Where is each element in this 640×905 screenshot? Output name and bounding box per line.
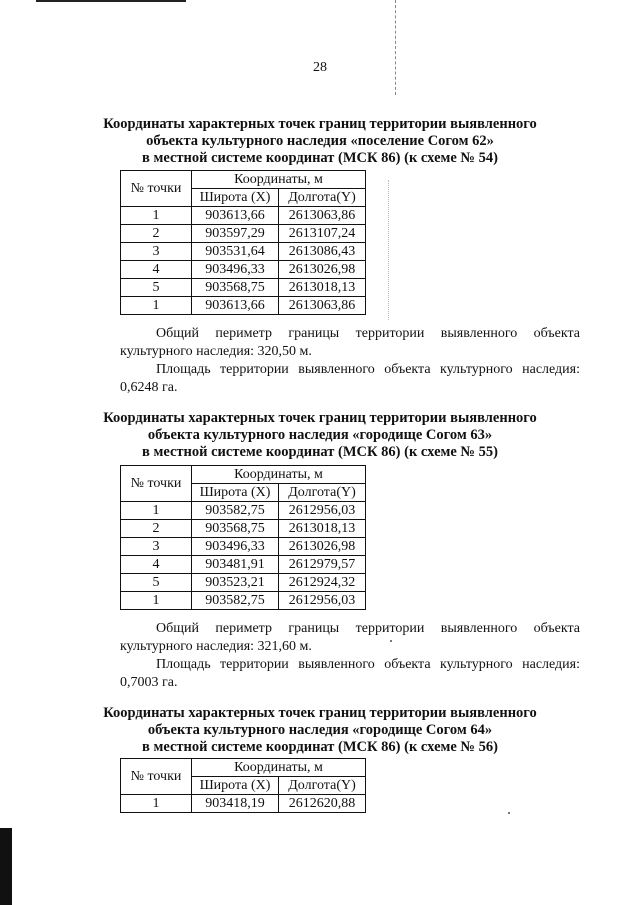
header-coords: Координаты, м: [192, 171, 366, 189]
cell-lon: 2612620,88: [279, 795, 366, 813]
cell-point: 3: [121, 538, 192, 556]
scan-artifact-line: [388, 180, 390, 320]
table-row: [121, 279, 366, 297]
cell-lat: 903613,66: [192, 297, 279, 315]
cell-lon: 2613063,86: [279, 297, 366, 315]
heading-line: объекта культурного наследия «поселение Согом 62»: [146, 133, 494, 149]
scan-edge-line: [36, 0, 186, 2]
heading-line: Координаты характерных точек границ территории выявленного: [103, 410, 537, 426]
scan-edge-bar: [0, 828, 12, 905]
cell-lat: 903582,75: [192, 502, 279, 520]
cell-lon: 2612956,03: [279, 592, 366, 610]
table-row: [121, 243, 366, 261]
perimeter-paragraph-1: [120, 325, 580, 397]
cell-lat: 903523,21: [192, 574, 279, 592]
header-point: № точки: [121, 759, 192, 795]
cell-lon: 2612979,57: [279, 556, 366, 574]
section-heading-3: [0, 705, 640, 756]
page-number: 28: [313, 60, 327, 75]
cell-lon: 2613063,86: [279, 207, 366, 225]
scan-fold-line: [395, 0, 397, 95]
section-heading-2: [0, 410, 640, 461]
cell-point: 2: [121, 520, 192, 538]
perimeter-line: культурного наследия: 321,60 м.: [120, 639, 312, 654]
area-line: 0,7003 га.: [120, 675, 178, 690]
cell-point: 2: [121, 225, 192, 243]
cell-point: 1: [121, 297, 192, 315]
heading-line: Координаты характерных точек границ территории выявленного: [103, 116, 537, 132]
cell-lat: 903418,19: [192, 795, 279, 813]
area-line: Площадь территории выявленного объекта культурного наследия:: [156, 657, 580, 672]
perimeter-line: Общий периметр границы территории выявленного объекта: [156, 621, 580, 636]
header-lat: Широта (X): [192, 189, 279, 207]
perimeter-paragraph-2: [120, 620, 580, 692]
table-row: [121, 225, 366, 243]
table-row: [121, 207, 366, 225]
cell-lat: 903496,33: [192, 538, 279, 556]
cell-lon: 2613026,98: [279, 261, 366, 279]
cell-point: 5: [121, 574, 192, 592]
scan-speck: [508, 812, 510, 814]
table-header-row: [121, 466, 366, 484]
heading-line: в местной системе координат (МСК 86) (к схеме № 55): [142, 444, 498, 460]
cell-point: 1: [121, 502, 192, 520]
header-lat: Широта (X): [192, 484, 279, 502]
cell-point: 3: [121, 243, 192, 261]
header-lon: Долгота(Y): [279, 777, 366, 795]
cell-point: 1: [121, 795, 192, 813]
table-row: [121, 574, 366, 592]
cell-lon: 2613018,13: [279, 279, 366, 297]
table-row: [121, 592, 366, 610]
table-row: [121, 795, 366, 813]
table-row: [121, 556, 366, 574]
cell-lat: 903496,33: [192, 261, 279, 279]
area-line: Площадь территории выявленного объекта культурного наследия:: [156, 362, 580, 377]
coordinates-table-3: [120, 758, 366, 813]
heading-line: в местной системе координат (МСК 86) (к схеме № 54): [142, 150, 498, 166]
header-point: № точки: [121, 171, 192, 207]
cell-point: 1: [121, 207, 192, 225]
table-row: [121, 538, 366, 556]
header-lat: Широта (X): [192, 777, 279, 795]
heading-line: в местной системе координат (МСК 86) (к схеме № 56): [142, 739, 498, 755]
cell-lon: 2612956,03: [279, 502, 366, 520]
table-header-row: [121, 759, 366, 777]
cell-lat: 903582,75: [192, 592, 279, 610]
table-row: [121, 502, 366, 520]
cell-point: 4: [121, 261, 192, 279]
heading-line: объекта культурного наследия «городище Согом 64»: [147, 722, 493, 738]
heading-line: объекта культурного наследия «городище Согом 63»: [147, 427, 493, 443]
cell-lat: 903481,91: [192, 556, 279, 574]
cell-lat: 903531,64: [192, 243, 279, 261]
cell-point: 5: [121, 279, 192, 297]
table-header-row: [121, 171, 366, 189]
cell-lat: 903597,29: [192, 225, 279, 243]
heading-line: Координаты характерных точек границ территории выявленного: [103, 705, 537, 721]
cell-lon: 2613026,98: [279, 538, 366, 556]
coordinates-table-1: [120, 170, 366, 315]
table-row: [121, 261, 366, 279]
cell-lon: 2612924,32: [279, 574, 366, 592]
section-heading-1: [0, 116, 640, 167]
header-point: № точки: [121, 466, 192, 502]
cell-lat: 903613,66: [192, 207, 279, 225]
table-row: [121, 297, 366, 315]
cell-lon: 2613086,43: [279, 243, 366, 261]
cell-point: 1: [121, 592, 192, 610]
cell-lon: 2613018,13: [279, 520, 366, 538]
area-line: 0,6248 га.: [120, 380, 178, 395]
perimeter-line: культурного наследия: 320,50 м.: [120, 344, 312, 359]
cell-lat: 903568,75: [192, 279, 279, 297]
cell-lat: 903568,75: [192, 520, 279, 538]
table-row: [121, 520, 366, 538]
perimeter-line: Общий периметр границы территории выявленного объекта: [156, 326, 580, 341]
cell-point: 4: [121, 556, 192, 574]
header-coords: Координаты, м: [192, 466, 366, 484]
cell-lon: 2613107,24: [279, 225, 366, 243]
header-coords: Координаты, м: [192, 759, 366, 777]
header-lon: Долгота(Y): [279, 189, 366, 207]
header-lon: Долгота(Y): [279, 484, 366, 502]
coordinates-table-2: [120, 465, 366, 610]
